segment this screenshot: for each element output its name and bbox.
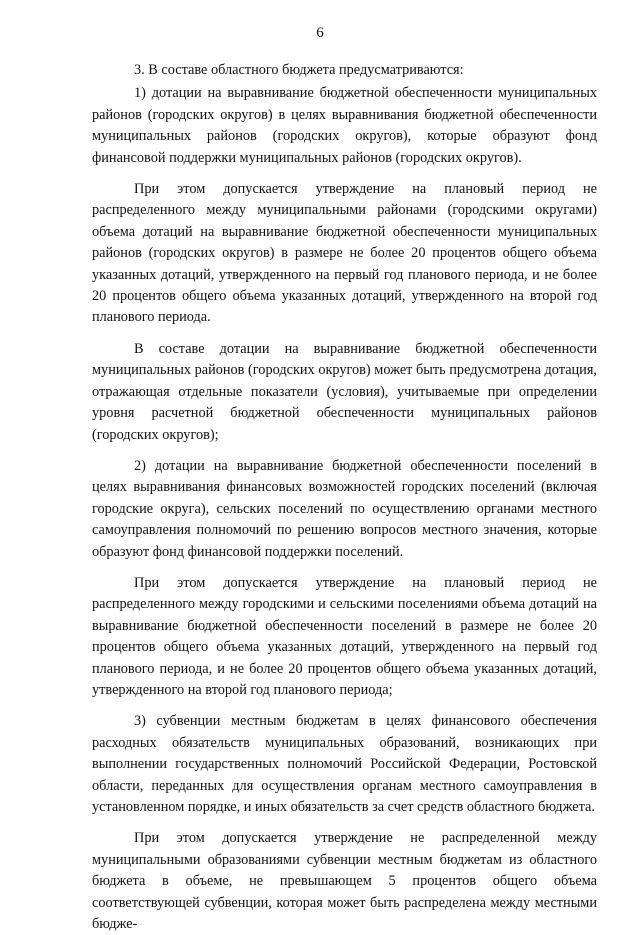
paragraph-item-2-note: При этом допускается утверждение на плановый период не распределенного между городскими и сельскими поселениями объема дотаций на выравнивание бюджетной обеспеченности поселений в размере не более 20 процентов общего объема указанных дотаций, утвержденного на первый год планового периода, и не более 20 процентов общего объема указанных дотаций, утвержденного на второй год планового периода; [92,574,597,698]
document-body [92,60,597,935]
paragraph-item-1: 1) дотации на выравнивание бюджетной обеспеченности муниципальных районов (городских округов) в целях выравнивания бюджетной обеспеченности муниципальных районов (городских округов), которые образуют фонд финансовой поддержки муниципальных районов (городских округов). [92,85,597,166]
paragraph-item-3: 3) субвенции местным бюджетам в целях финансового обеспечения расходных обязательств муниципальных образований, возникающих при выполнении государственных полномочий Российской Федерации, Ростовской области, переданных для осуществления органам местного самоуправления в установленном порядке, и иных обязательств за счет средств областного бюджета. [92,713,597,815]
page-number: 6 [316,25,324,41]
paragraph-item-1-addendum: В составе дотации на выравнивание бюджетной обеспеченности муниципальных районов (городских округов) может быть предусмотрена дотация, отражающая отдельные показатели (условия), учитываемые при определении уровня расчетной бюджетной обеспеченности муниципальных районов (городских округов); [92,340,597,443]
section-heading: 3. В составе областного бюджета предусматриваются: [134,62,464,78]
paragraph-item-3-note: При этом допускается утверждение не распределенной между муниципальными образованиями субвенции местным бюджетам из областного бюджета в объеме, не превышающем 5 процентов общего объема соответствующей субвенции, которая может быть распределена между местными бюдже- [92,830,597,933]
paragraph-item-2: 2) дотации на выравнивание бюджетной обеспеченности поселений в целях выравнивания финансовых возможностей городских поселений (включая городские округа), сельских поселений по осуществлению органами местного самоуправления полномочий по решению вопросов местного значения, которые образуют фонд финансовой поддержки поселений. [92,457,597,560]
paragraph-item-1-note: При этом допускается утверждение на плановый период не распределенного между муниципальными районами (городскими округами) объема дотаций на выравнивание бюджетной обеспеченности муниципальных районов (городских округов) в размере не более 20 процентов общего объема указанных дотаций, утвержденного на первый год планового периода, и не более 20 процентов общего объема указанных дотаций, утвержденного на второй год планового периода. [92,181,597,326]
